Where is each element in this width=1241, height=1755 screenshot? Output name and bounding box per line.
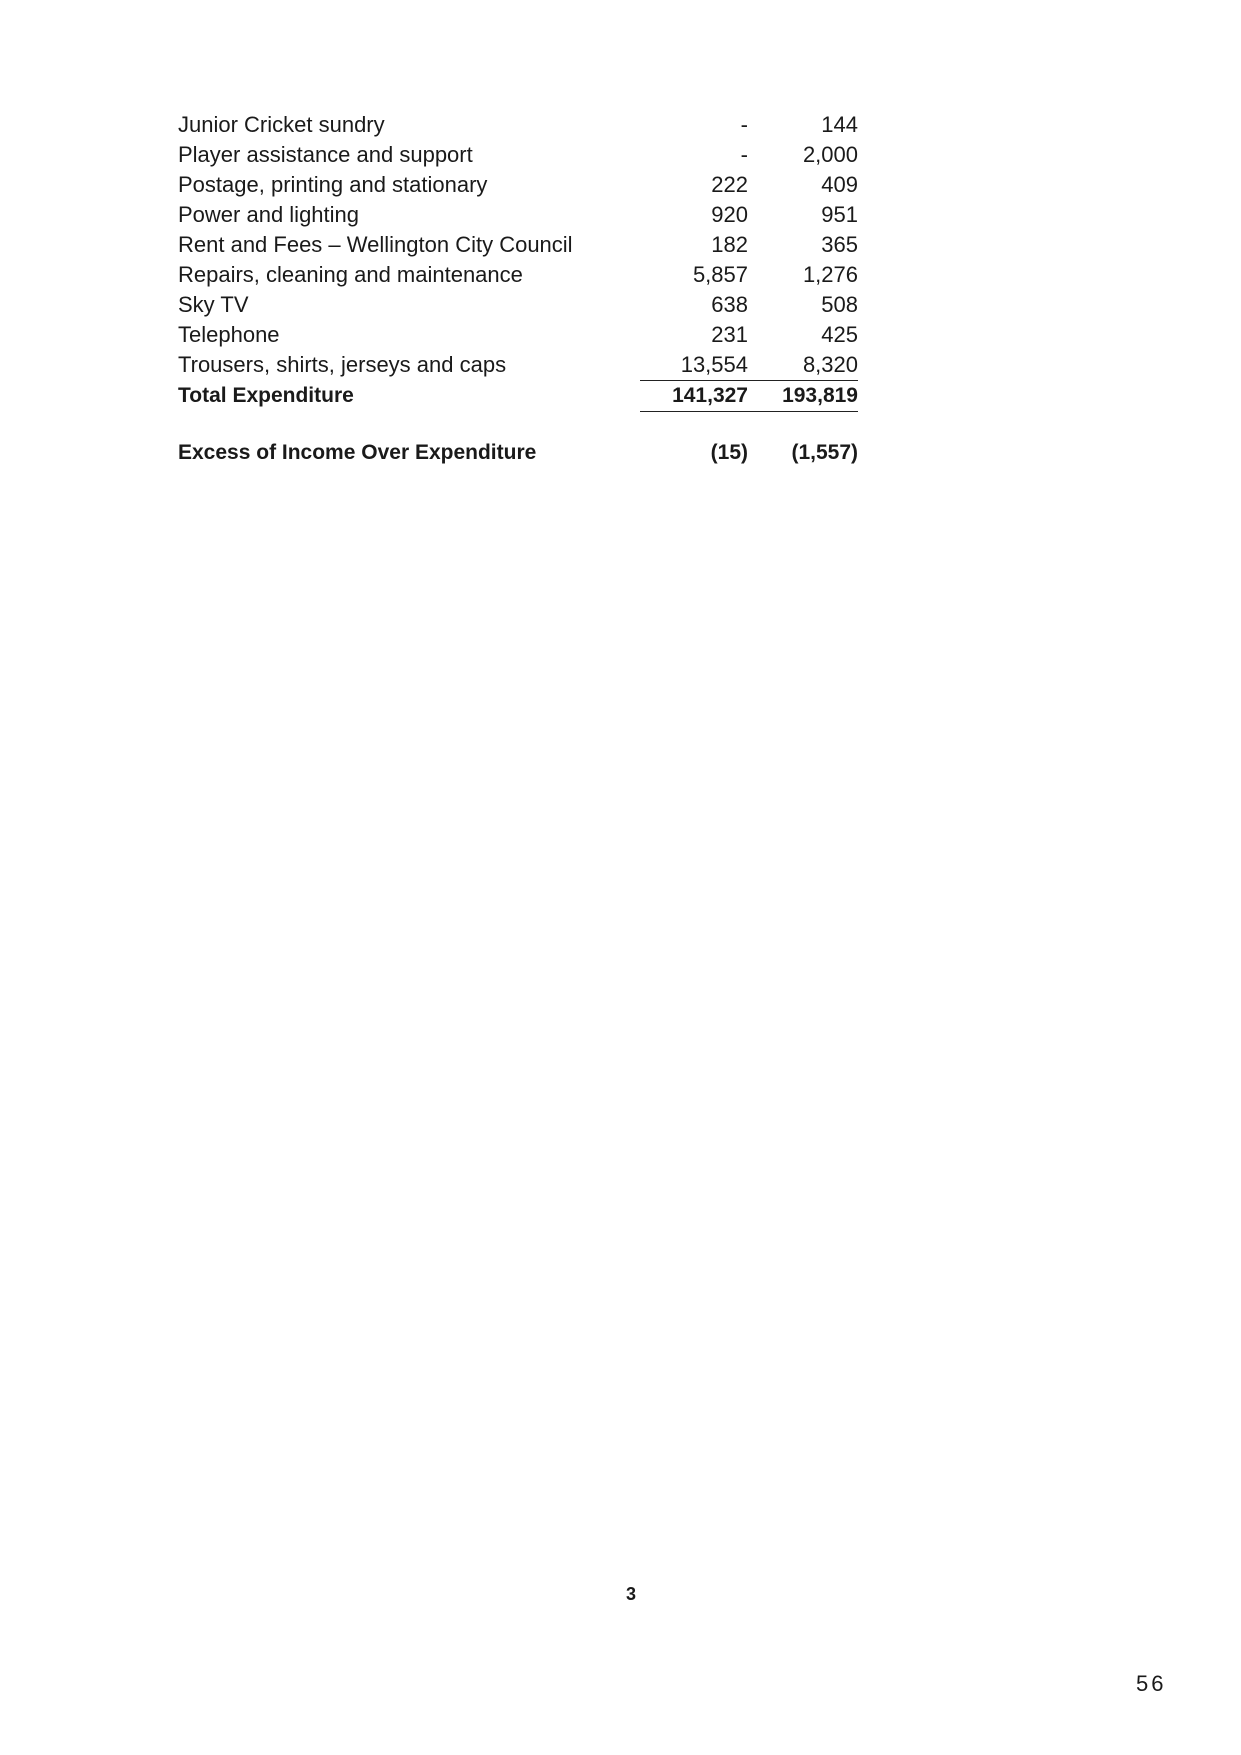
row-current-value: 638 [711,292,748,317]
row-label: Repairs, cleaning and maintenance [178,262,523,287]
statement-row [178,320,878,350]
row-current-value: - [740,142,748,167]
row-label: Trousers, shirts, jerseys and caps [178,352,507,377]
statement-row [178,110,878,140]
row-current-value: 920 [711,202,748,227]
excess-row [178,438,878,468]
row-prior-value: 1,276 [802,262,858,287]
row-prior-value: 951 [821,202,858,227]
row-current-value: - [740,112,748,137]
row-label: Sky TV [178,292,249,317]
excess-current-value: (15) [710,441,748,464]
excess-label: Excess of Income Over Expenditure [178,441,537,464]
statement-row [178,200,878,230]
row-prior-value: 8,320 [802,352,858,377]
total-current-value: 141,327 [640,380,748,412]
row-prior-value: 425 [821,322,858,347]
row-prior-value: 144 [821,112,858,137]
row-current-value: 222 [711,172,748,197]
row-prior-value: 508 [821,292,858,317]
statement-row [178,290,878,320]
expenditure-statement [178,110,878,468]
statement-row [178,140,878,170]
row-current-value: 5,857 [692,262,748,287]
row-prior-value: 365 [821,232,858,257]
row-label: Postage, printing and stationary [178,172,488,197]
row-label: Telephone [178,322,280,347]
statement-row [178,170,878,200]
row-label: Rent and Fees – Wellington City Council [178,232,573,257]
row-prior-value: 409 [821,172,858,197]
row-current-value: 231 [711,322,748,347]
total-prior-value: 193,819 [748,380,858,412]
statement-row [178,230,878,260]
row-label: Power and lighting [178,202,360,227]
row-current-value: 182 [711,232,748,257]
total-label: Total Expenditure [178,384,354,407]
excess-prior-value: (1,557) [791,441,858,464]
row-current-value: 13,554 [680,352,748,377]
row-label: Junior Cricket sundry [178,112,385,137]
statement-row [178,350,878,380]
page-number: 56 [1136,1671,1167,1696]
total-expenditure-row [178,380,878,410]
row-label: Player assistance and support [178,142,473,167]
row-prior-value: 2,000 [802,142,858,167]
statement-row [178,260,878,290]
page-mark: 3 [626,1584,637,1604]
